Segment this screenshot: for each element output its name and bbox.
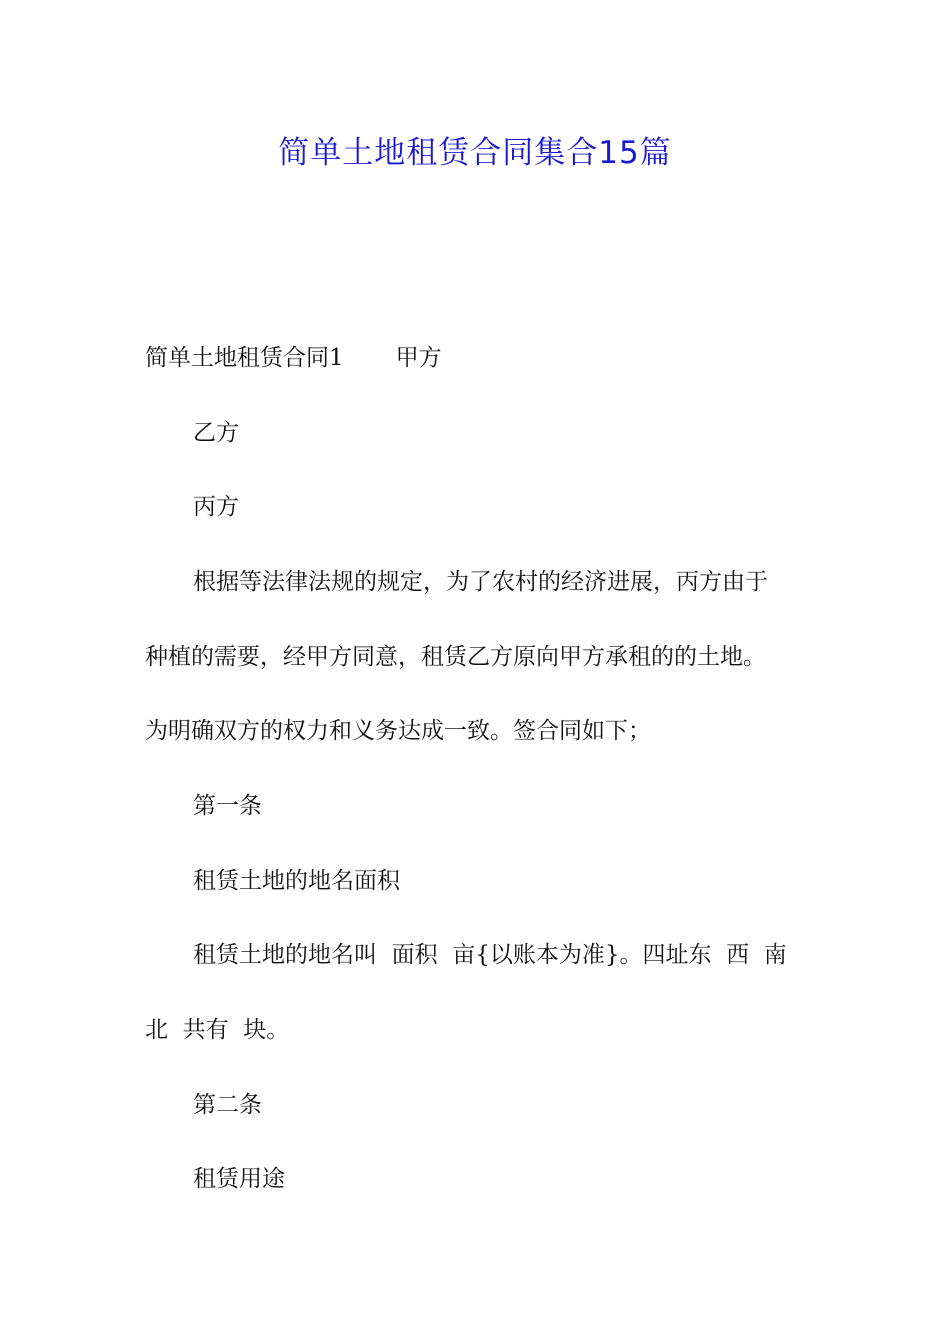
- party-a-label: 甲方: [395, 345, 442, 371]
- article-heading: 第二条: [193, 1092, 262, 1118]
- contract-heading: 简单土地租赁合同1: [145, 345, 344, 371]
- paragraph-line: 北 共有 块。: [145, 1017, 290, 1043]
- article-heading: 第一条: [193, 793, 262, 819]
- paragraph-line: 根据等法律法规的规定，为了农村的经济进展，丙方由于: [193, 569, 768, 595]
- party-c-label: 丙方: [193, 494, 239, 520]
- party-b-label: 乙方: [193, 420, 239, 446]
- paragraph-line: [145, 343, 442, 373]
- paragraph-line: 租赁土地的地名叫 面积 亩{以账本为准}。四址东 西 南: [193, 942, 787, 968]
- paragraph-line: 种植的需要，经甲方同意，租赁乙方原向甲方承租的的土地。: [145, 644, 766, 670]
- document-title: 简单土地租赁合同集合15篇: [278, 135, 672, 171]
- article-subheading: 租赁用途: [193, 1166, 285, 1192]
- article-subheading: 租赁土地的地名面积: [193, 868, 400, 894]
- paragraph-line: 为明确双方的权力和义务达成一致。签合同如下；: [145, 718, 651, 744]
